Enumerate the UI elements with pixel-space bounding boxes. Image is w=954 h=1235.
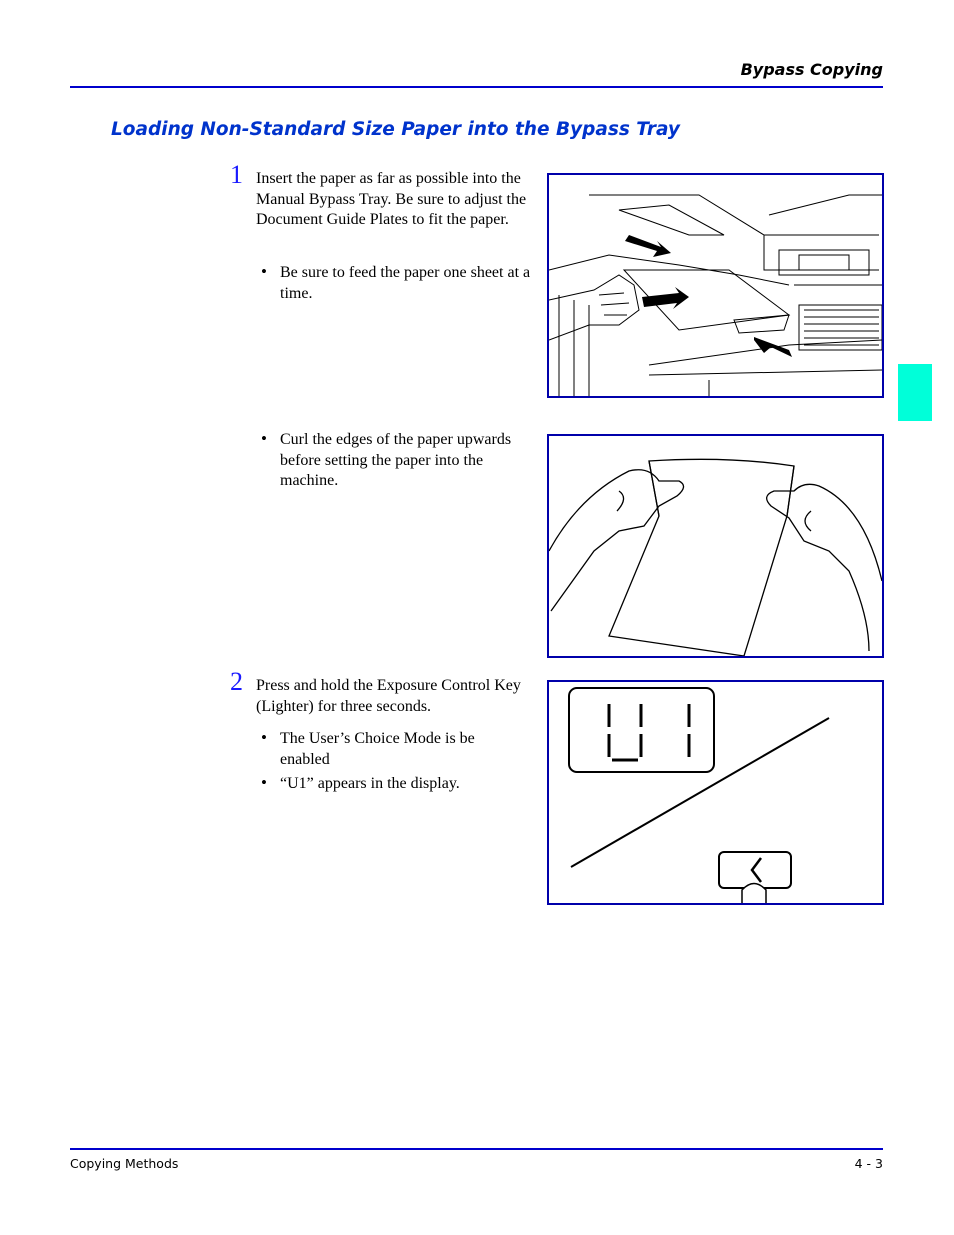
step-2-bullet-2 [261, 773, 520, 795]
chevron-left-icon [752, 858, 761, 882]
footer-chapter: Copying Methods [70, 1156, 179, 1171]
figure-display-key [547, 680, 884, 905]
curl-paper-illustration [549, 436, 882, 656]
running-header-title: Bypass Copying [740, 60, 883, 79]
bullet-dot: • [261, 728, 267, 747]
bullet-dot: • [261, 262, 267, 281]
exposure-lighter-key [719, 852, 791, 888]
section-title: Loading Non-Standard Size Paper into the Bypass Tray [111, 119, 680, 140]
bullet-text: Be sure to feed the paper one sheet at a time. [280, 264, 531, 302]
bullet-dot: • [261, 429, 267, 448]
display-key-illustration [549, 682, 882, 903]
figure-curl-paper [547, 434, 884, 658]
step-1-bullet [261, 262, 540, 304]
step-number-1: 1 [230, 160, 243, 189]
finger-press-icon [742, 884, 766, 904]
figure-bypass-tray [547, 173, 884, 398]
bullet-dot: • [261, 773, 267, 792]
step-2-text: Press and hold the Exposure Control Key (Lighter) for three seconds. [256, 677, 521, 715]
lcd-display-frame [569, 688, 714, 772]
step-1-text: Insert the paper as far as possible into the Manual Bypass Tray. Be sure to adjust the Document Guide Plates to fit the paper. [256, 170, 527, 228]
bullet-text: “U1” appears in the display. [280, 775, 460, 792]
bullet-text: The User’s Choice Mode is be enabled [280, 730, 475, 768]
footer-rule [70, 1148, 883, 1150]
header-rule [70, 86, 883, 88]
step-2-bullet-1 [261, 728, 520, 770]
bypass-tray-illustration [549, 175, 882, 396]
curl-paper-bullet [261, 429, 535, 492]
step-number-2: 2 [230, 667, 243, 696]
bullet-text: Curl the edges of the paper upwards before setting the paper into the machine. [280, 431, 512, 489]
display-digit-u [609, 704, 641, 760]
chapter-tab-marker [898, 364, 932, 421]
footer-page-number: 4 - 3 [854, 1156, 883, 1171]
